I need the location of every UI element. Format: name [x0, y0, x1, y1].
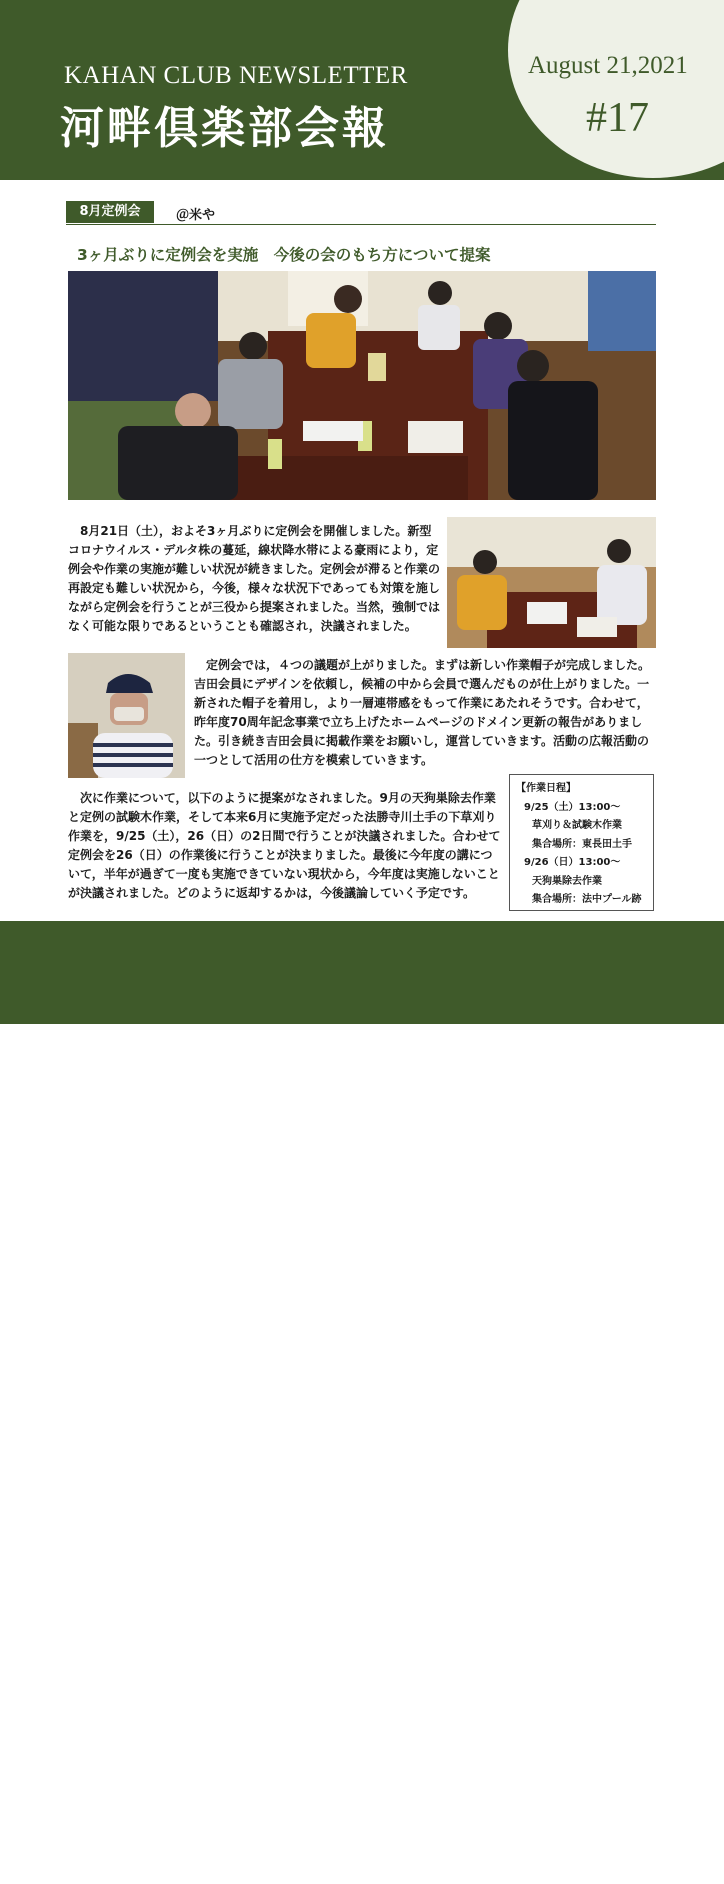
paragraph-3: 次に作業について，以下のように提案がなされました。9月の天狗巣除去作業と定例の試験木作業，そして本来6月に実施予定だった法勝寺川土手の下草刈り作業を，9/25（土），26（日）の2日間で行うことが決議されました。合わせて定例会を26（日）の作業後に行うことが決まりました。最後に今年度の講について，半年が過ぎて一度も実施できていない現状から，今年度は実施しないことが決議されました。どのように返却するかは，今後議論していく予定です。 [68, 791, 501, 900]
section-divider [66, 224, 656, 225]
schedule-line: 集合場所：東長田土手 [532, 838, 632, 850]
schedule-line: 天狗巣除去作業 [532, 875, 602, 887]
footer-band [0, 921, 724, 1883]
date-circle [508, 0, 724, 178]
article-headline: 3ヶ月ぶりに定例会を実施 今後の会のもち方について提案 [77, 246, 491, 264]
schedule-line: 草刈り＆試験木作業 [532, 820, 622, 831]
cap-photo [68, 653, 185, 778]
schedule-line: 集合場所：法中プール跡 [532, 894, 642, 905]
masthead [0, 0, 724, 180]
members-photo [447, 517, 656, 648]
issue-number: #17 [586, 95, 649, 141]
newsletter-title-jp: 河畔倶楽部会報 [60, 103, 389, 154]
schedule-line: 9/25（土）13:00～ [524, 801, 621, 813]
newsletter-title-en: KAHAN CLUB NEWSLETTER [64, 62, 408, 89]
paragraph-1: 8月21日（土），およそ3ヶ月ぶりに定例会を開催しました。新型コロナウイルス・デルタ株の蔓延，線状降水帯による豪雨により，定例会や作業の実施が難しい状況が続きました。定例会が滞ると作業の再設定も難しい状況から，今後，様々な状況下であっても対策を施しながら定例会を行うことが三役から提案されました。当然，強制ではなく可能な限りであるということも確認され，決議されました。 [68, 524, 441, 633]
work-schedule-box [509, 774, 654, 911]
section-location: ＠米や [176, 208, 216, 223]
schedule-title: 【作業日程】 [516, 783, 576, 794]
paragraph-2: 定例会では，４つの議題が上がりました。まずは新しい作業帽子が完成しました。吉田会員にデザインを依頼し，候補の中から会員で選んだものが仕上がりました。一新された帽子を着用し，より一層連帯感をもって作業にあたれそうです。合わせて，昨年度70周年記念事業で立ち上げたホームページのドメイン更新の報告がありました。引き続き吉田会員に掲載作業をお願いし，運営していきます。活動の広報活動の一つとして活用の仕方を模索していきます。 [194, 658, 651, 767]
issue-date: August 21,2021 [528, 52, 688, 79]
schedule-line: 9/26（日）13:00～ [524, 857, 621, 868]
copyright-text: © 河畔倶楽部 All Rights Reserved. [441, 1870, 658, 1883]
meeting-photo [68, 271, 656, 500]
section-tag: 8月定例会 [66, 201, 154, 223]
